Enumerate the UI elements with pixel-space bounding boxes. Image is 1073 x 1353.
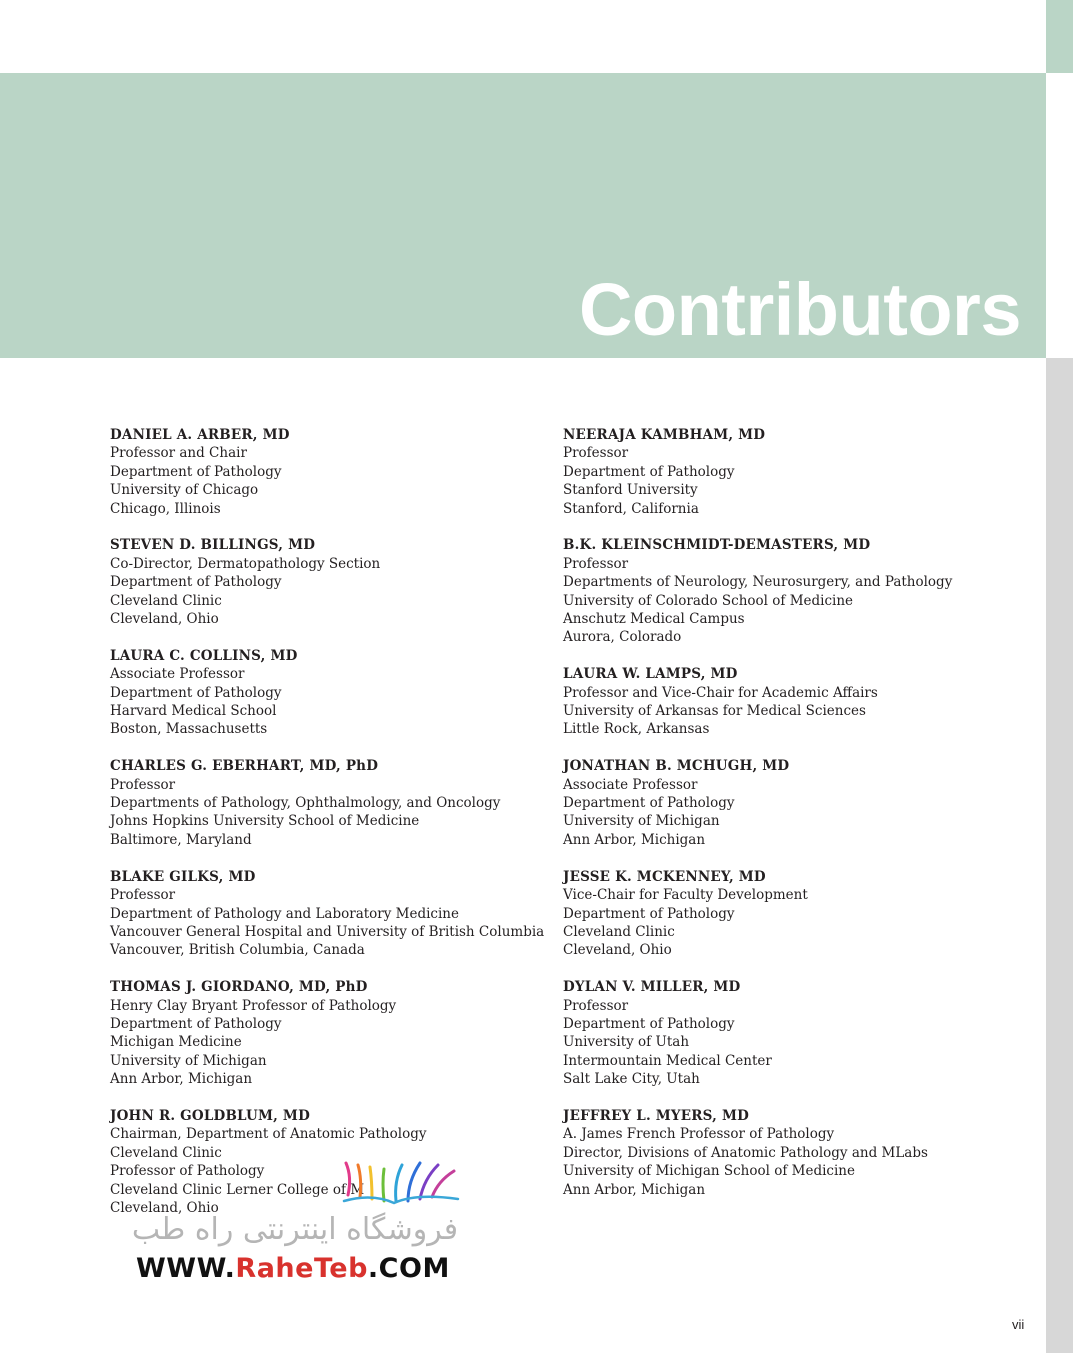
contributor-name: BLAKE GILKS, MD [110,868,256,885]
contributor-affiliation-line: Little Rock, Arkansas [563,721,710,738]
contributor-affiliation-line: Anschutz Medical Campus [563,611,745,628]
contributor-affiliation-line: Department of Pathology [110,463,282,480]
contributor-affiliation-line: Vancouver, British Columbia, Canada [110,942,365,959]
contributor-affiliation-line: Director, Divisions of Anatomic Pathology and MLabs [563,1144,928,1161]
contributor-affiliation-line: Department of Pathology [110,684,282,701]
contributor-affiliation-line: Departments of Pathology, Ophthalmology, and Oncology [110,795,501,812]
contributor-entry [110,757,550,849]
contributor-entry [563,426,1033,518]
contributor-affiliation-line: University of Arkansas for Medical Sciences [563,703,866,720]
contributor-affiliation-line: Professor [110,887,176,904]
contributor-name: JONATHAN B. MCHUGH, MD [563,758,790,775]
contributor-affiliation-line: Department of Pathology [110,1015,282,1032]
contributor-affiliation-line: Chicago, Illinois [110,500,221,517]
contributor-affiliation-line: Chairman, Department of Anatomic Pathology [110,1126,427,1143]
contributor-affiliation-line: Ann Arbor, Michigan [110,1071,253,1088]
side-strip [1046,358,1073,1353]
contributor-name: LAURA W. LAMPS, MD [563,666,738,683]
contributor-affiliation-line: Professor [563,445,629,462]
contributor-name: DANIEL A. ARBER, MD [110,427,290,443]
watermark-url-suffix: .COM [367,1253,450,1284]
contributors-right-column [563,426,1033,1217]
contributor-affiliation-line: University of Colorado School of Medicine [563,592,854,609]
contributor-affiliation-line: Professor [563,555,629,572]
watermark [130,1155,470,1290]
watermark-url-brand: RaheTeb [235,1253,368,1284]
side-tab-top [1046,0,1073,73]
contributor-affiliation-line: Vancouver General Hospital and University of British Columbia [110,923,545,940]
contributor-entry [110,426,550,518]
contributor-affiliation-line: University of Michigan [110,1052,267,1069]
watermark-url [136,1253,450,1285]
contributor-name: B.K. KLEINSCHMIDT-DEMASTERS, MD [563,537,871,554]
contributor-affiliation-line: Baltimore, Maryland [110,831,252,848]
contributor-affiliation-line: Michigan Medicine [110,1034,242,1051]
contributor-affiliation-line: Ann Arbor, Michigan [563,831,706,848]
contributor-name: JESSE K. MCKENNEY, MD [563,868,766,885]
contributor-affiliation-line: Stanford University [563,482,698,499]
book-logo-icon [342,1155,462,1207]
contributor-affiliation-line: Department of Pathology [110,574,282,591]
contributors-left-column [110,426,550,1236]
contributor-affiliation-line: Cleveland, Ohio [110,1199,219,1216]
contributor-affiliation-line: Department of Pathology [563,1015,735,1032]
watermark-url-prefix: WWW. [136,1253,236,1284]
contributor-entry [563,978,1033,1088]
contributor-affiliation-line: Associate Professor [563,776,698,793]
contributor-name: LAURA C. COLLINS, MD [110,647,298,664]
contributor-affiliation-line: Salt Lake City, Utah [563,1071,700,1088]
page-title: Contributors [578,268,1021,351]
contributor-affiliation-line: Professor and Chair [110,445,247,462]
contributor-affiliation-line: Johns Hopkins University School of Medicine [110,813,420,830]
contributor-affiliation-line: Harvard Medical School [110,703,277,720]
contributor-affiliation-line: Cleveland Clinic [110,1144,222,1161]
contributor-entry [563,1107,1033,1199]
contributor-affiliation-line: Co-Director, Dermatopathology Section [110,555,381,572]
contributor-affiliation-line: Stanford, California [563,500,699,517]
contributor-affiliation-line: University of Michigan School of Medicine [563,1163,855,1180]
contributor-entry [563,868,1033,960]
contributor-affiliation-line: Department of Pathology [563,463,735,480]
contributor-entry [563,536,1033,646]
contributor-affiliation-line: Cleveland, Ohio [110,611,219,628]
contributor-affiliation-line: Professor [110,776,176,793]
contributor-name: JOHN R. GOLDBLUM, MD [110,1107,310,1124]
contributor-affiliation-line: Department of Pathology and Laboratory Medicine [110,905,459,922]
contributor-affiliation-line: University of Utah [563,1034,690,1051]
contributor-affiliation-line: Henry Clay Bryant Professor of Pathology [110,997,397,1014]
contributor-name: JEFFREY L. MYERS, MD [563,1107,749,1124]
contributor-affiliation-line: Professor of Pathology [110,1163,265,1180]
contributor-entry [563,665,1033,739]
contributor-affiliation-line: University of Chicago [110,482,259,499]
contributor-affiliation-line: University of Michigan [563,813,720,830]
contributor-entry [110,978,550,1088]
contributor-name: THOMAS J. GIORDANO, MD, PhD [110,979,368,996]
contributor-entry [110,868,550,960]
contributor-affiliation-line: Professor [563,997,629,1014]
watermark-persian-text: فروشگاه اینترنتی راه طب [131,1212,459,1247]
contributor-affiliation-line: Cleveland Clinic [110,592,222,609]
contributor-affiliation-line: Cleveland Clinic [563,923,675,940]
contributor-affiliation-line: Associate Professor [110,666,245,683]
contributor-name: DYLAN V. MILLER, MD [563,979,741,996]
contributor-entry [110,647,550,739]
page-number: vii [1012,1317,1025,1332]
contributor-affiliation-line: Boston, Massachusetts [110,721,268,738]
contributor-affiliation-line: A. James French Professor of Pathology [563,1126,835,1143]
contributor-affiliation-line: Aurora, Colorado [563,629,682,646]
contributor-affiliation-line: Department of Pathology [563,905,735,922]
contributor-name: STEVEN D. BILLINGS, MD [110,537,316,554]
contributor-entry [563,757,1033,849]
contributor-affiliation-line: Cleveland Clinic Lerner College of M [110,1181,365,1198]
contributor-affiliation-line: Ann Arbor, Michigan [563,1181,706,1198]
contributor-affiliation-line: Departments of Neurology, Neurosurgery, and Pathology [563,574,953,591]
contributor-affiliation-line: Professor and Vice-Chair for Academic Affairs [563,684,878,701]
contributor-affiliation-line: Department of Pathology [563,795,735,812]
contributor-affiliation-line: Intermountain Medical Center [563,1052,772,1069]
contributor-name: CHARLES G. EBERHART, MD, PhD [110,758,379,775]
contributor-affiliation-line: Cleveland, Ohio [563,942,672,959]
contributor-name: NEERAJA KAMBHAM, MD [563,427,766,443]
contributor-entry [110,536,550,628]
contributor-affiliation-line: Vice-Chair for Faculty Development [563,887,808,904]
